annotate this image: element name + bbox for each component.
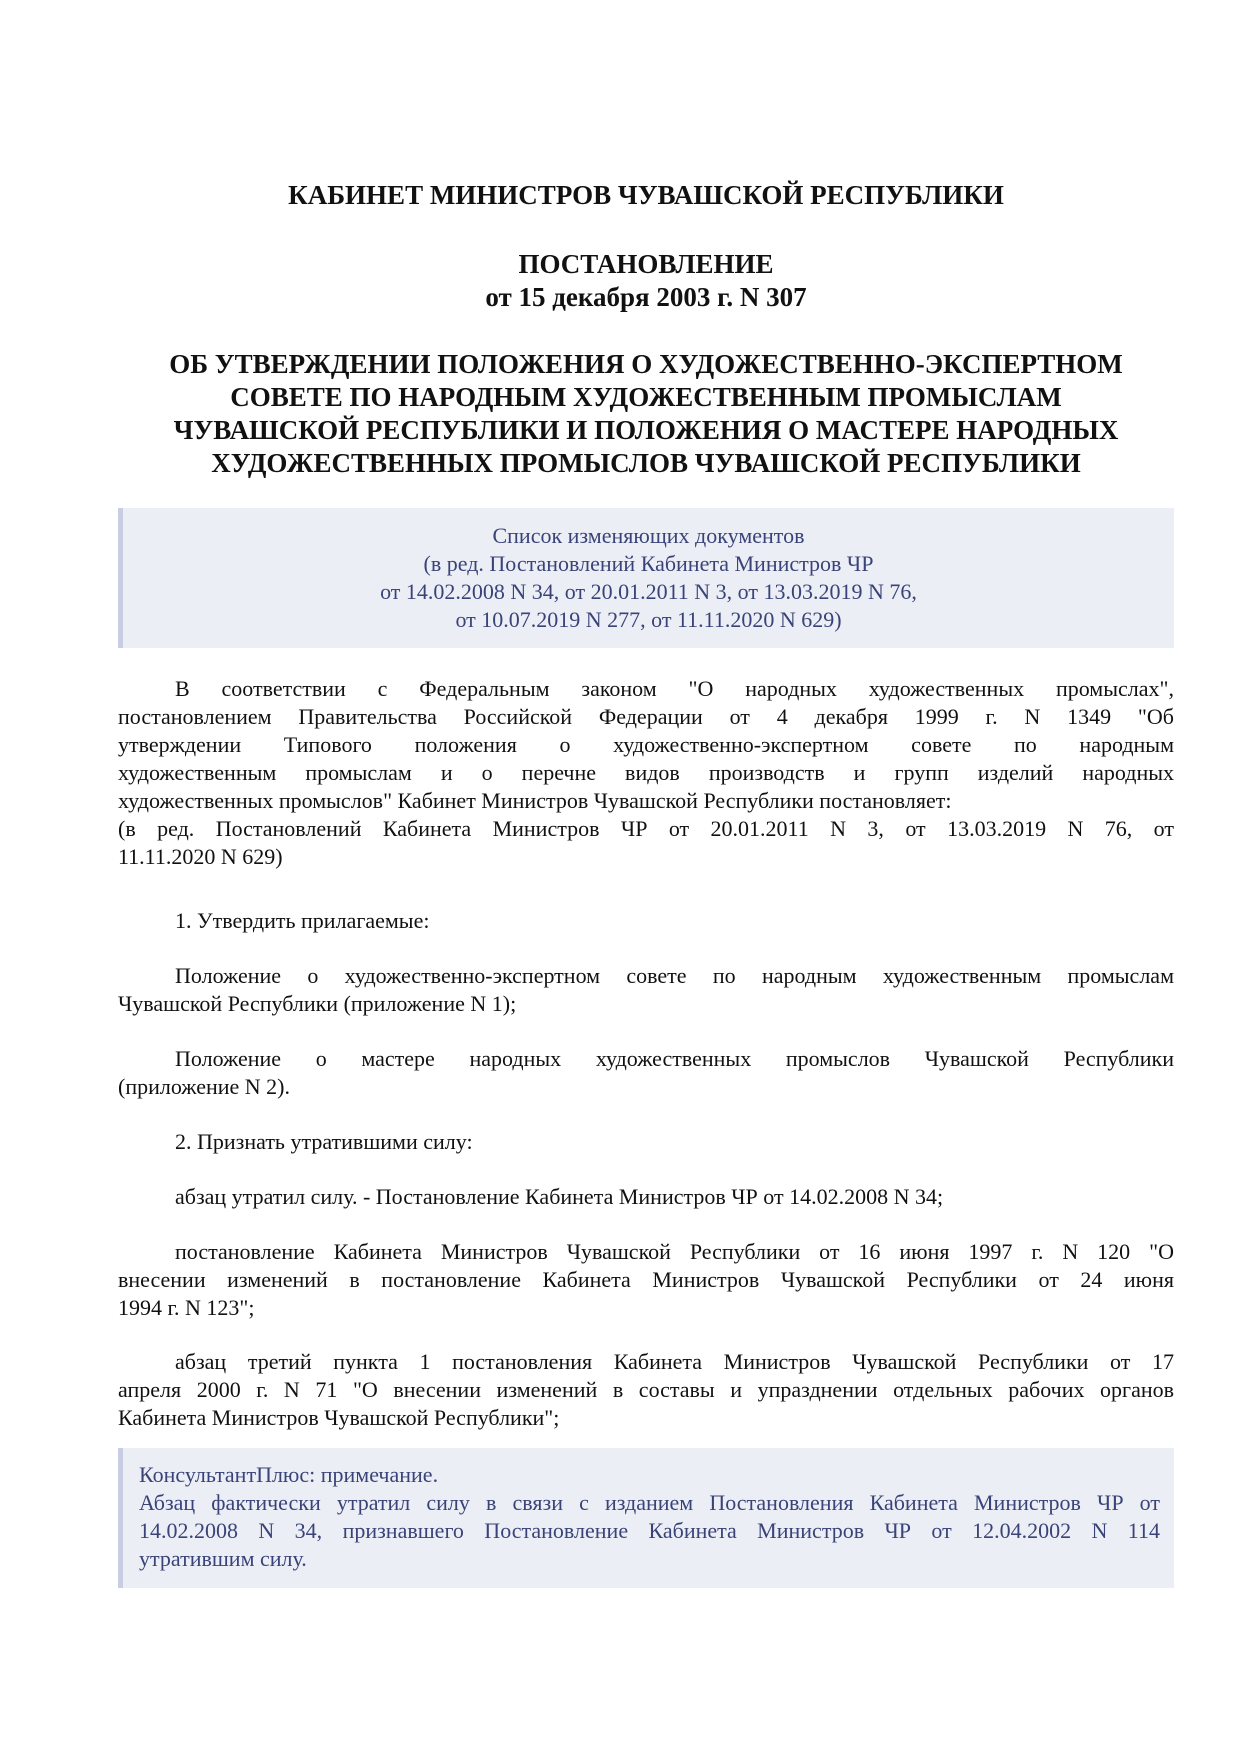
paragraph-line: Чувашской Республики (приложение N 1);	[118, 991, 517, 1016]
paragraph-line: Положение о художественно-экспертном совете по народным художественным промыслам	[175, 963, 1174, 988]
preamble-line: художественным промыслам и о перечне видов производств и групп изделий народных	[118, 760, 1174, 785]
document-kind: ПОСТАНОВЛЕНИЕ	[518, 249, 774, 279]
paragraph-line: (приложение N 2).	[118, 1074, 291, 1099]
paragraph-line: Кабинета Министров Чувашской Республики";	[118, 1405, 560, 1430]
item-1-heading	[118, 907, 1174, 935]
document-title-line: СОВЕТЕ ПО НАРОДНЫМ ХУДОЖЕСТВЕННЫМ ПРОМЫСЛАМ	[230, 382, 1062, 412]
edition-note-line[interactable]: 11.11.2020 N 629)	[118, 844, 283, 869]
paragraph-line: апреля 2000 г. N 71 "О внесении изменений в составы и упразднении отдельных рабочих органов	[118, 1377, 1174, 1402]
amendments-line[interactable]: от 14.02.2008 N 34, от 20.01.2011 N 3, от 13.03.2019 N 76,	[380, 579, 917, 604]
consultant-note-box	[118, 1448, 1174, 1588]
item-1-heading-text: 1. Утвердить прилагаемые:	[175, 908, 430, 933]
item-2-paragraph-3	[118, 1348, 1174, 1432]
preamble-line: постановлением Правительства Российской Федерации от 4 декабря 1999 г. N 1349 "Об	[118, 704, 1174, 729]
item-2-paragraph-1	[118, 1183, 1174, 1211]
item-1-paragraph-1	[118, 962, 1174, 1018]
paragraph-line: абзац третий пункта 1 постановления Кабинета Министров Чувашской Республики от 17	[175, 1349, 1174, 1374]
organization-title: КАБИНЕТ МИНИСТРОВ ЧУВАШСКОЙ РЕСПУБЛИКИ	[288, 180, 1004, 210]
document-date-number: от 15 декабря 2003 г. N 307	[485, 282, 807, 312]
amendments-line: Список изменяющих документов	[492, 523, 805, 548]
item-2-heading	[118, 1128, 1174, 1156]
paragraph-line: Положение о мастере народных художественных промыслов Чувашской Республики	[175, 1046, 1174, 1071]
document-title-line: ХУДОЖЕСТВЕННЫХ ПРОМЫСЛОВ ЧУВАШСКОЙ РЕСПУБЛИКИ	[211, 448, 1081, 478]
paragraph-line: внесении изменений в постановление Кабинета Министров Чувашской Республики от 24 июня	[118, 1267, 1174, 1292]
paragraph-line: абзац утратил силу. - Постановление Кабинета Министров ЧР от 14.02.2008 N 34;	[175, 1184, 944, 1209]
note-line: утратившим силу.	[139, 1546, 307, 1571]
note-line: Абзац фактически утратил силу в связи с изданием Постановления Кабинета Министров ЧР от	[139, 1490, 1160, 1515]
item-2-heading-text: 2. Признать утратившими силу:	[175, 1129, 473, 1154]
preamble-line: утверждении Типового положения о художественно-экспертном совете по народным	[118, 732, 1174, 757]
document-title-line: ОБ УТВЕРЖДЕНИИ ПОЛОЖЕНИЯ О ХУДОЖЕСТВЕННО-ЭКСПЕРТНОМ	[169, 349, 1123, 379]
preamble-paragraph	[118, 675, 1174, 871]
preamble-line: В соответствии с Федеральным законом "О народных художественных промыслах",	[175, 676, 1174, 701]
item-2-paragraph-2	[118, 1238, 1174, 1322]
document-title	[118, 348, 1174, 480]
amendments-line[interactable]: от 10.07.2019 N 277, от 11.11.2020 N 629)	[455, 607, 842, 632]
document-title-line: ЧУВАШСКОЙ РЕСПУБЛИКИ И ПОЛОЖЕНИЯ О МАСТЕРЕ НАРОДНЫХ	[173, 415, 1119, 445]
amendments-line[interactable]: (в ред. Постановлений Кабинета Министров ЧР	[423, 551, 874, 576]
preamble-line: художественных промыслов" Кабинет Министров Чувашской Республики постановляет:	[118, 788, 952, 813]
paragraph-line: постановление Кабинета Министров Чувашской Республики от 16 июня 1997 г. N 120 "О	[175, 1239, 1174, 1264]
note-line: 14.02.2008 N 34, признавшего Постановление Кабинета Министров ЧР от 12.04.2002 N 114	[139, 1518, 1160, 1543]
paragraph-line: 1994 г. N 123";	[118, 1295, 255, 1320]
note-title: КонсультантПлюс: примечание.	[139, 1462, 439, 1487]
document-kind-block	[118, 248, 1174, 314]
edition-note-line[interactable]: (в ред. Постановлений Кабинета Министров ЧР от 20.01.2011 N 3, от 13.03.2019 N 76, от	[118, 816, 1174, 841]
item-1-paragraph-2	[118, 1045, 1174, 1101]
amendments-list-box	[118, 508, 1174, 648]
